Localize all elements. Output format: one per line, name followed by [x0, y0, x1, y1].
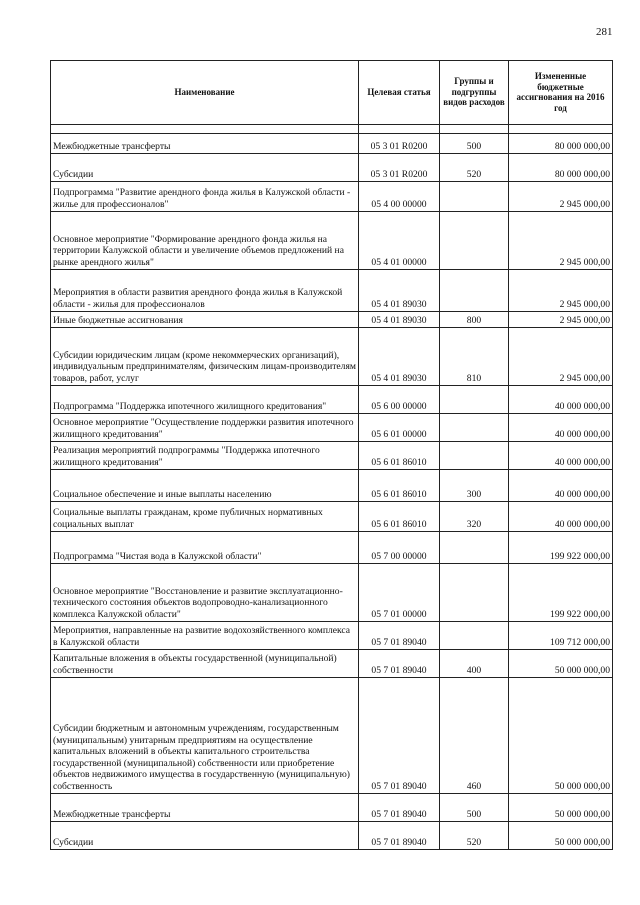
row-amount: 40 000 000,00: [509, 414, 613, 442]
row-code: 05 4 01 00000: [359, 212, 440, 270]
row-group: 520: [440, 154, 509, 182]
table-row: [51, 386, 613, 414]
row-code: 05 6 01 00000: [359, 414, 440, 442]
row-name: Капитальные вложения в объекты государственной (муниципальной) собственности: [51, 650, 359, 678]
row-name: Субсидии: [51, 822, 359, 850]
spacer-row: [51, 125, 613, 134]
header-group: Группы и подгруппы видов расходов: [440, 61, 509, 125]
row-name: Межбюджетные трансферты: [51, 794, 359, 822]
row-amount: 199 922 000,00: [509, 564, 613, 622]
row-group: [440, 564, 509, 622]
row-name: Мероприятия, направленные на развитие водохозяйственного комплекса в Калужской области: [51, 622, 359, 650]
row-amount: 40 000 000,00: [509, 502, 613, 532]
budget-table: [50, 60, 613, 850]
row-code: 05 3 01 R0200: [359, 134, 440, 154]
row-amount: 2 945 000,00: [509, 312, 613, 328]
row-name: Подпрограмма "Развитие арендного фонда жилья в Калужской области - жилье для профессионалов": [51, 182, 359, 212]
table-row: [51, 182, 613, 212]
row-code: 05 4 00 00000: [359, 182, 440, 212]
row-code: 05 4 01 89030: [359, 312, 440, 328]
table-row: [51, 134, 613, 154]
row-group: 320: [440, 502, 509, 532]
row-group: 800: [440, 312, 509, 328]
table-row: [51, 442, 613, 470]
table-row: [51, 154, 613, 182]
row-name: Основное мероприятие "Формирование арендного фонда жилья на территории Калужской области и увеличение объемов предложений на рынке арендного жилья": [51, 212, 359, 270]
row-code: 05 3 01 R0200: [359, 154, 440, 182]
table-row: [51, 822, 613, 850]
table-row: [51, 328, 613, 386]
row-name: Мероприятия в области развития арендного фонда жилья в Калужской области - жилья для профессионалов: [51, 270, 359, 312]
row-name: Социальное обеспечение и иные выплаты населению: [51, 470, 359, 502]
row-amount: 2 945 000,00: [509, 328, 613, 386]
row-code: 05 6 01 86010: [359, 442, 440, 470]
row-group: 300: [440, 470, 509, 502]
row-group: 460: [440, 678, 509, 794]
table-row: [51, 470, 613, 502]
table-row: [51, 502, 613, 532]
row-amount: 50 000 000,00: [509, 678, 613, 794]
row-code: 05 6 01 86010: [359, 470, 440, 502]
row-group: [440, 386, 509, 414]
row-code: 05 7 01 89040: [359, 822, 440, 850]
table-row: [51, 270, 613, 312]
table-row: [51, 794, 613, 822]
row-name: Межбюджетные трансферты: [51, 134, 359, 154]
header-amount: Измененные бюджетные ассигнования на 2016 год: [509, 61, 613, 125]
header-name: Наименование: [51, 61, 359, 125]
row-name: Иные бюджетные ассигнования: [51, 312, 359, 328]
row-group: [440, 622, 509, 650]
row-amount: 40 000 000,00: [509, 386, 613, 414]
row-code: 05 7 01 89040: [359, 622, 440, 650]
row-amount: 2 945 000,00: [509, 212, 613, 270]
row-code: 05 6 01 86010: [359, 502, 440, 532]
row-group: [440, 532, 509, 564]
row-code: 05 7 01 89040: [359, 650, 440, 678]
table-row: [51, 678, 613, 794]
row-amount: 199 922 000,00: [509, 532, 613, 564]
row-name: Социальные выплаты гражданам, кроме публичных нормативных социальных выплат: [51, 502, 359, 532]
row-name: Подпрограмма "Поддержка ипотечного жилищного кредитования": [51, 386, 359, 414]
row-amount: 2 945 000,00: [509, 182, 613, 212]
row-amount: 109 712 000,00: [509, 622, 613, 650]
table-row: [51, 564, 613, 622]
page-number: 281: [596, 26, 613, 38]
row-amount: 40 000 000,00: [509, 470, 613, 502]
row-code: 05 7 01 89040: [359, 794, 440, 822]
row-group: 520: [440, 822, 509, 850]
row-group: [440, 442, 509, 470]
row-group: [440, 270, 509, 312]
row-name: Подпрограмма "Чистая вода в Калужской области": [51, 532, 359, 564]
row-group: 500: [440, 134, 509, 154]
row-code: 05 7 01 89040: [359, 678, 440, 794]
row-amount: 50 000 000,00: [509, 650, 613, 678]
row-name: Основное мероприятие "Осуществление поддержки развития ипотечного жилищного кредитования": [51, 414, 359, 442]
row-amount: 80 000 000,00: [509, 134, 613, 154]
row-name: Субсидии: [51, 154, 359, 182]
row-amount: 2 945 000,00: [509, 270, 613, 312]
row-code: 05 7 00 00000: [359, 532, 440, 564]
row-code: 05 4 01 89030: [359, 328, 440, 386]
header-code: Целевая статья: [359, 61, 440, 125]
row-code: 05 4 01 89030: [359, 270, 440, 312]
row-group: [440, 182, 509, 212]
row-name: Субсидии юридическим лицам (кроме некоммерческих организаций), индивидуальным предпринимателям, физическим лицам-производителям товаров, работ, услуг: [51, 328, 359, 386]
row-group: [440, 212, 509, 270]
table-row: [51, 414, 613, 442]
row-code: 05 7 01 00000: [359, 564, 440, 622]
row-name: Реализация мероприятий подпрограммы "Поддержка ипотечного жилищного кредитования": [51, 442, 359, 470]
row-name: Субсидии бюджетным и автономным учреждениям, государственным (муниципальным) унитарным предприятиям на осуществление капитальных вложений в объекты капитального строительства государственной (муниципальной) собственности или приобретение объектов недвижимого имущества в государственную (муниципальную) собственность: [51, 678, 359, 794]
row-group: 400: [440, 650, 509, 678]
row-amount: 50 000 000,00: [509, 822, 613, 850]
table-row: [51, 650, 613, 678]
table-row: [51, 532, 613, 564]
row-group: 810: [440, 328, 509, 386]
table-row: [51, 212, 613, 270]
row-code: 05 6 00 00000: [359, 386, 440, 414]
row-amount: 40 000 000,00: [509, 442, 613, 470]
row-name: Основное мероприятие "Восстановление и развитие эксплуатационно-технического состояния объектов водопроводно-канализационного комплекса Калужской области": [51, 564, 359, 622]
table-row: [51, 312, 613, 328]
row-amount: 50 000 000,00: [509, 794, 613, 822]
row-group: [440, 414, 509, 442]
table-row: [51, 622, 613, 650]
row-group: 500: [440, 794, 509, 822]
row-amount: 80 000 000,00: [509, 154, 613, 182]
